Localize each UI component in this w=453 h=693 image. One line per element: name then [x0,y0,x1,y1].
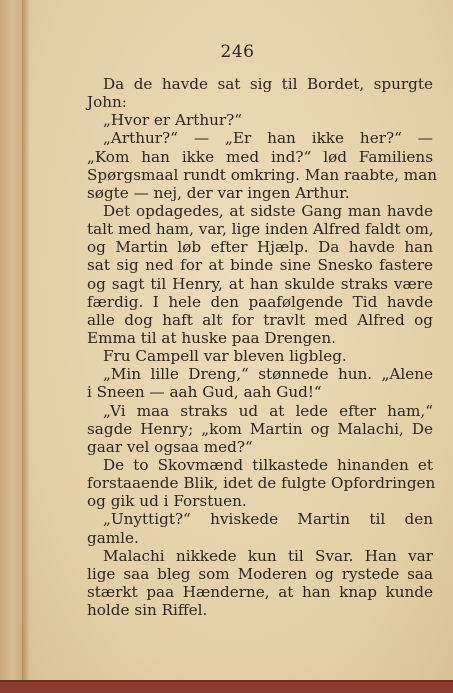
text-line: „Hvor er Arthur?“ [103,111,243,130]
text-line: „Min lille Dreng,“ stønnede hun. „Alene [103,365,433,384]
text-line: færdig. I hele den paafølgende Tid havde [87,292,433,311]
text-line: Emma til at huske paa Drengen. [87,328,336,347]
text-line: sagde Henry; „kom Martin og Malachi, De [87,419,433,438]
text-line: gaar vel ogsaa med?“ [87,437,253,456]
page-number: 246 [220,42,255,62]
text-line: søgte — nej, der var ingen Arthur. [87,183,350,202]
text-line: „Kom han ikke med ind?“ lød Familiens [87,147,433,166]
text-line: „Unyttigt?“ hviskede Martin til den [103,510,433,529]
text-line: Da de havde sat sig til Bordet, spurgte [103,75,433,93]
text-line: De to Skovmænd tilkastede hinanden et [103,455,433,474]
text-line: sat sig ned for at binde sine Snesko fastere [87,256,433,275]
text-line: Malachi nikkede kun til Svar. Han var [103,546,433,565]
text-line: talt med ham, var, lige inden Alfred faldt om, [87,220,434,239]
body-text [87,75,438,620]
text-line: „Arthur?“ — „Er han ikke her?“ — [103,129,433,148]
text-line: forstaaende Blik, idet de fulgte Opfordringen [87,474,436,493]
text-line: „Vi maa straks ud at lede efter ham,“ [103,401,433,420]
text-line: og sagt til Henry, at han skulde straks være [87,274,433,293]
page-edge-shadow [22,0,30,680]
book-cover-edge [0,680,453,693]
text-line: Spørgsmaal rundt omkring. Man raabte, man [87,165,438,184]
text-line: og Martin løb efter Hjælp. Da havde han [87,238,433,257]
text-line: Fru Campell var bleven ligbleg. [103,347,347,366]
text-line: Det opdagedes, at sidste Gang man havde [103,201,433,220]
text-line: i Sneen — aah Gud, aah Gud!“ [87,383,322,402]
text-line: gamle. [87,528,139,547]
text-line: alle dog haft alt for travlt med Alfred og [87,310,433,329]
text-line: og gik ud i Forstuen. [87,492,247,511]
text-line: stærkt paa Hænderne, at han knap kunde [87,582,433,601]
text-line: John: [87,93,127,112]
text-line: holde sin Riffel. [87,601,208,620]
text-line: lige saa bleg som Moderen og rystede saa [87,564,433,583]
